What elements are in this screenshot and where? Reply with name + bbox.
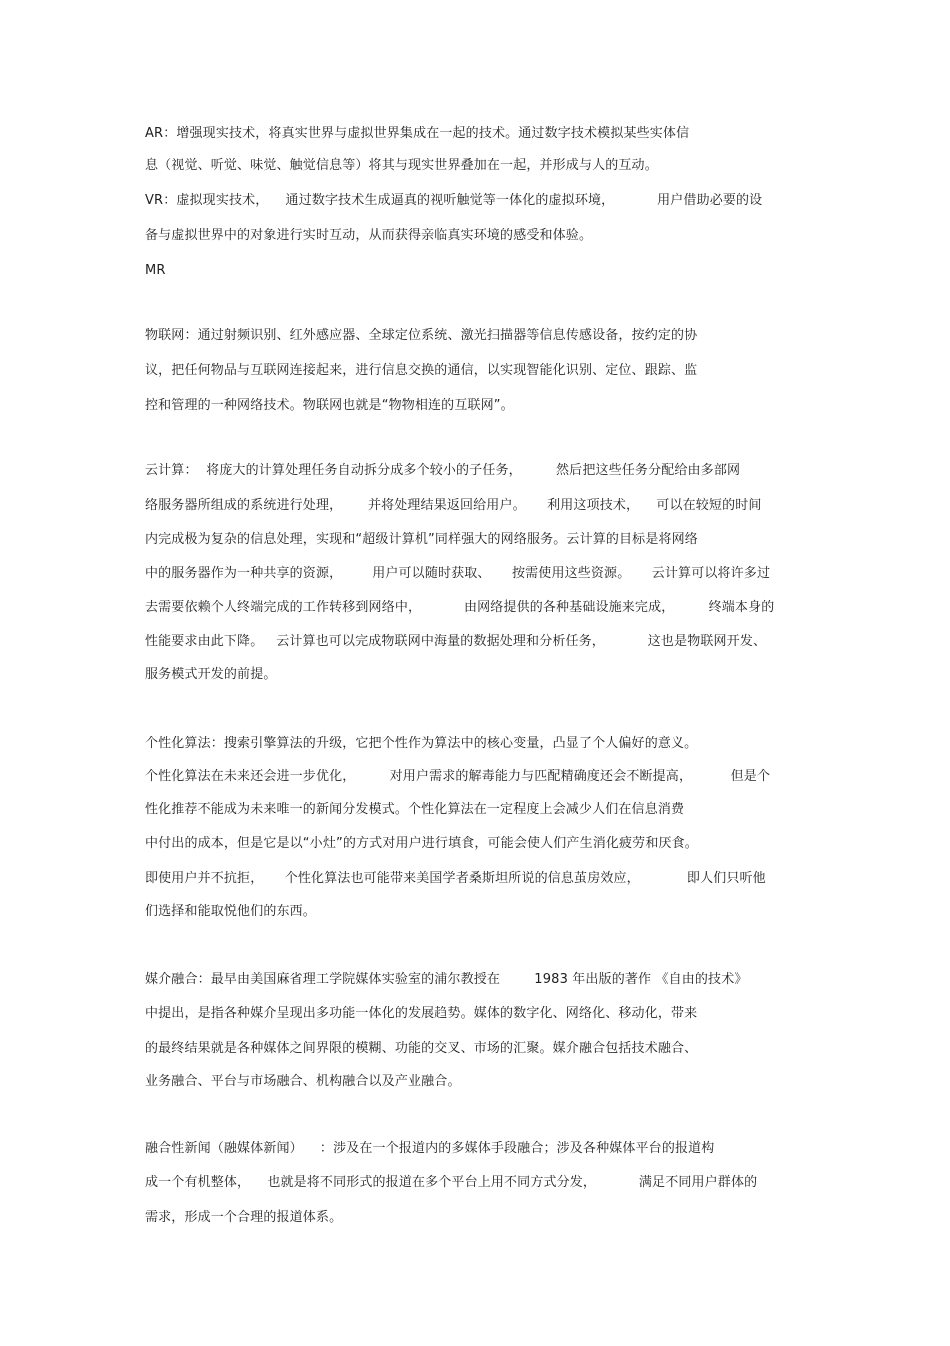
text-line: 融合性新闻（融媒体新闻） ：涉及在一个报道内的多媒体手段融合；涉及各种媒体平台的报道构 <box>145 1141 715 1156</box>
text-line: 媒介融合：最早由美国麻省理工学院媒体实验室的浦尔教授在 1983 年出版的著作 《自由的技术》 <box>145 972 748 987</box>
text-line: MR <box>145 263 166 278</box>
text-line: 议，把任何物品与互联网连接起来，进行信息交换的通信，以实现智能化识别、定位、跟踪、监 <box>145 363 698 378</box>
text-line: 物联网：通过射频识别、红外感应器、全球定位系统、激光扫描器等信息传感设备，按约定的协 <box>145 328 698 343</box>
text-line: 的最终结果就是各种媒体之间界限的模糊、功能的交叉、市场的汇聚。媒介融合包括技术融合、 <box>145 1041 698 1056</box>
text-line: AR：增强现实技术，将真实世界与虚拟世界集成在一起的技术。通过数字技术模拟某些实体信 <box>145 126 690 141</box>
text-line: 内完成极为复杂的信息处理，实现和“超级计算机”同样强大的网络服务。云计算的目标是将网络 <box>145 532 698 547</box>
text-line: 络服务器所组成的系统进行处理， 并将处理结果返回给用户。 利用这项技术， 可以在较短的时间 <box>145 498 762 513</box>
text-line: 服务模式开发的前提。 <box>145 667 277 682</box>
text-line: VR：虚拟现实技术， 通过数字技术生成逼真的视听触觉等一体化的虚拟环境， 用户借助必要的设 <box>145 193 763 208</box>
text-line: 控和管理的一种网络技术。物联网也就是“物物相连的互联网”。 <box>145 398 514 413</box>
text-line: 中的服务器作为一种共享的资源， 用户可以随时获取、 按需使用这些资源。 云计算可以将许多过 <box>145 566 771 581</box>
text-line: 即使用户并不抗拒， 个性化算法也可能带来美国学者桑斯坦所说的信息茧房效应， 即人们只听他 <box>145 871 766 886</box>
text-line: 需求，形成一个合理的报道体系。 <box>145 1210 343 1225</box>
text-line: 息（视觉、听觉、味觉、触觉信息等）将其与现实世界叠加在一起，并形成与人的互动。 <box>145 158 658 173</box>
text-line: 中付出的成本，但是它是以“小灶”的方式对用户进行填食，可能会使人们产生消化疲劳和厌食。 <box>145 836 698 851</box>
text-line: 云计算： 将庞大的计算处理任务自动拆分成多个较小的子任务， 然后把这些任务分配给由多部网 <box>145 463 741 478</box>
text-line: 成一个有机整体， 也就是将不同形式的报道在多个平台上用不同方式分发， 满足不同用户群体的 <box>145 1175 758 1190</box>
text-line: 性能要求由此下降。 云计算也可以完成物联网中海量的数据处理和分析任务， 这也是物联网开发、 <box>145 634 767 649</box>
text-line: 备与虚拟世界中的对象进行实时互动，从而获得亲临真实环境的感受和体验。 <box>145 228 593 243</box>
text-line: 去需要依赖个人终端完成的工作转移到网络中， 由网络提供的各种基础设施来完成， 终端本身的 <box>145 600 775 615</box>
text-line: 业务融合、平台与市场融合、机构融合以及产业融合。 <box>145 1074 461 1089</box>
text-line: 们选择和能取悦他们的东西。 <box>145 904 316 919</box>
text-line: 中提出，是指各种媒介呈现出多功能一体化的发展趋势。媒体的数字化、网络化、移动化，带来 <box>145 1006 698 1021</box>
text-line: 个性化算法在未来还会进一步优化， 对用户需求的解毒能力与匹配精确度还会不断提高， 但是个 <box>145 769 771 784</box>
text-line: 性化推荐不能成为未来唯一的新闻分发模式。个性化算法在一定程度上会减少人们在信息消费 <box>145 802 685 817</box>
text-line: 个性化算法：搜索引擎算法的升级，它把个性作为算法中的核心变量，凸显了个人偏好的意义。 <box>145 736 698 751</box>
